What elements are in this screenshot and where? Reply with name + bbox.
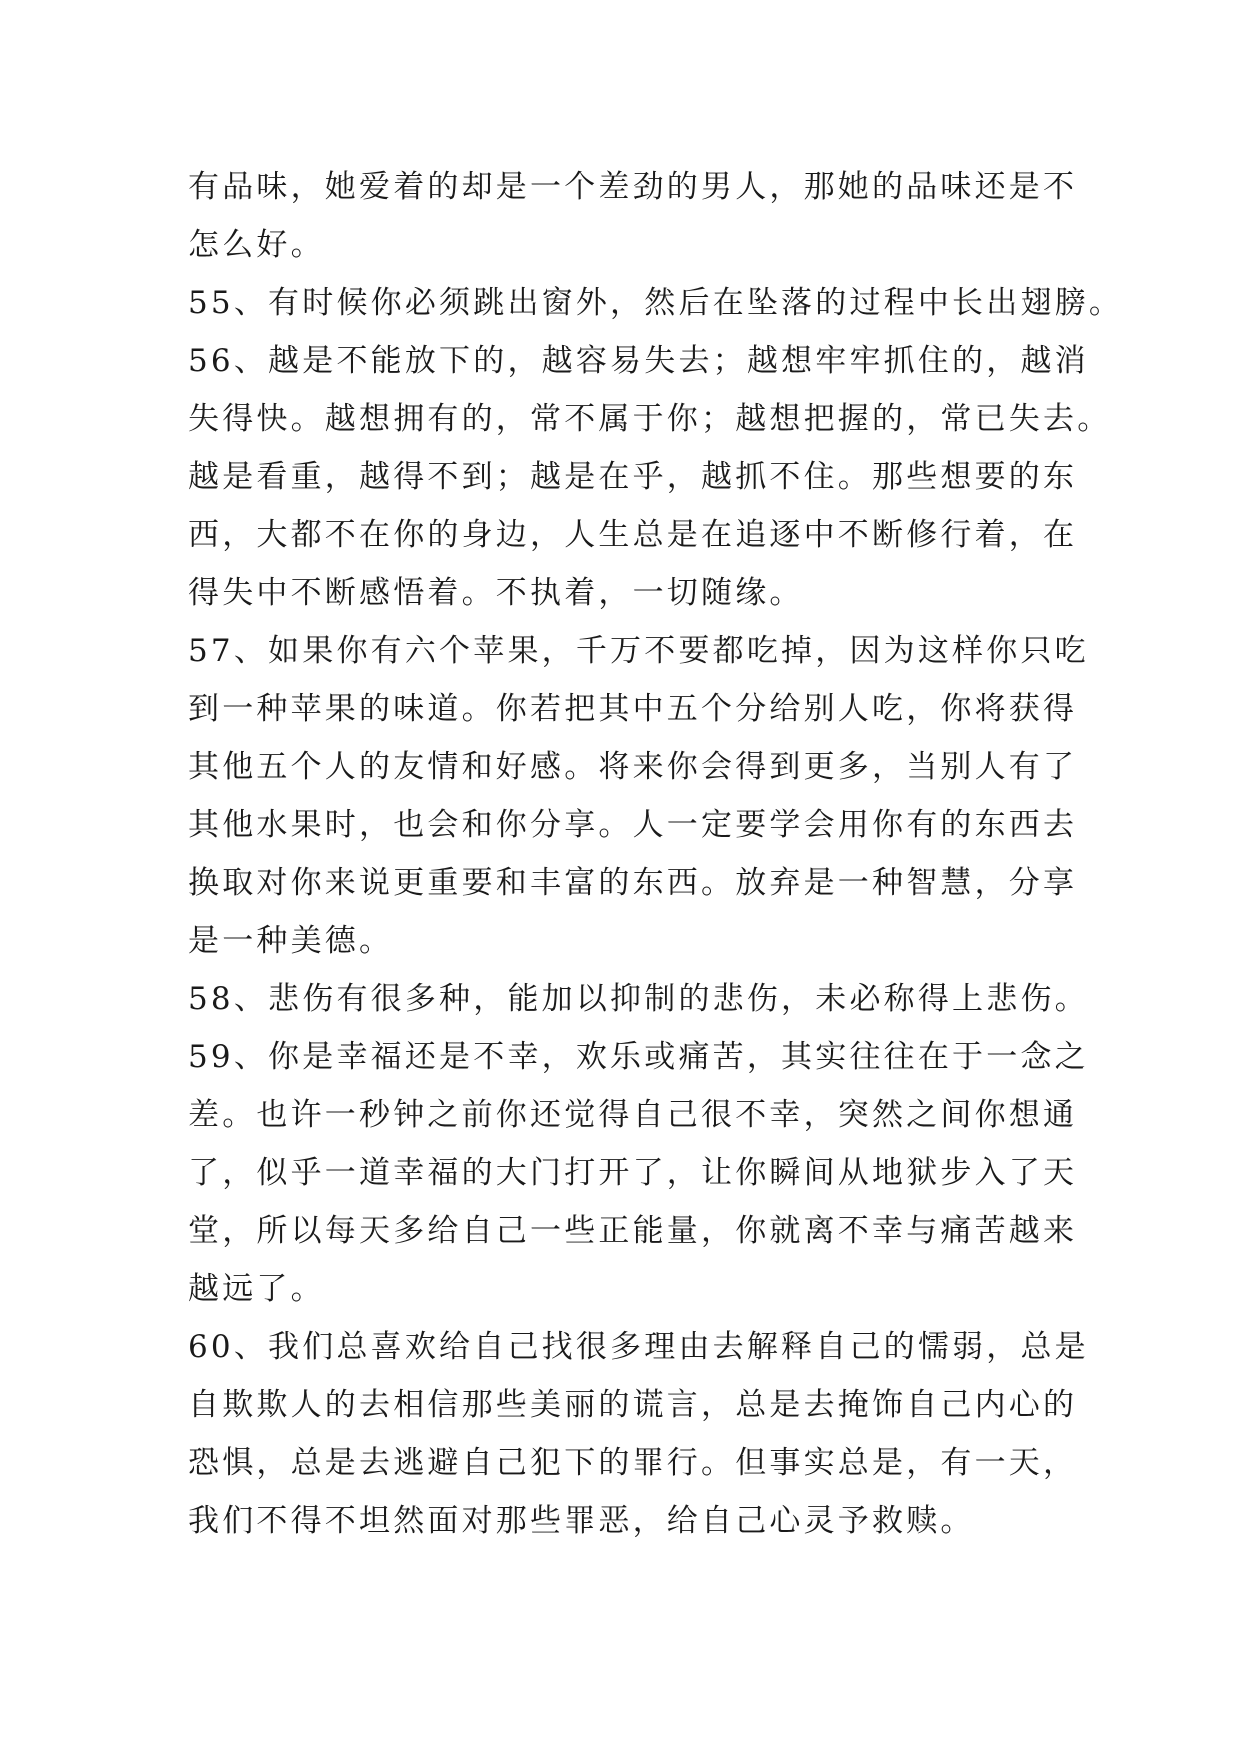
text-line: 越是看重，越得不到；越是在乎，越抓不住。那些想要的东 xyxy=(188,459,1078,495)
text-line: 59、你是幸福还是不幸，欢乐或痛苦，其实往往在于一念之 xyxy=(188,1039,1089,1075)
text-line: 得失中不断感悟着。不执着，一切随缘。 xyxy=(188,575,804,611)
text-line: 是一种美德。 xyxy=(188,923,394,959)
text-line: 我们不得不坦然面对那些罪恶，给自己心灵予救赎。 xyxy=(188,1503,975,1539)
text-line: 西，大都不在你的身边，人生总是在追逐中不断修行着，在 xyxy=(188,517,1078,553)
text-line: 了，似乎一道幸福的大门打开了，让你瞬间从地狱步入了天 xyxy=(188,1155,1078,1191)
text-line: 恐惧，总是去逃避自己犯下的罪行。但事实总是，有一天， xyxy=(188,1445,1078,1481)
text-line: 越远了。 xyxy=(188,1271,325,1307)
text-line: 怎么好。 xyxy=(188,227,325,263)
text-line: 60、我们总喜欢给自己找很多理由去解释自己的懦弱，总是 xyxy=(188,1329,1089,1365)
text-line: 自欺欺人的去相信那些美丽的谎言，总是去掩饰自己内心的 xyxy=(188,1387,1078,1423)
text-line: 其他水果时，也会和你分享。人一定要学会用你有的东西去 xyxy=(188,807,1078,843)
text-line: 57、如果你有六个苹果，千万不要都吃掉，因为这样你只吃 xyxy=(188,633,1089,669)
text-line: 换取对你来说更重要和丰富的东西。放弃是一种智慧，分享 xyxy=(188,865,1078,901)
text-line: 失得快。越想拥有的，常不属于你；越想把握的，常已失去。 xyxy=(188,401,1112,437)
text-line: 58、悲伤有很多种，能加以抑制的悲伤，未必称得上悲伤。 xyxy=(188,981,1089,1017)
document-body xyxy=(188,158,1124,1550)
text-line: 其他五个人的友情和好感。将来你会得到更多，当别人有了 xyxy=(188,749,1078,785)
text-line: 差。也许一秒钟之前你还觉得自己很不幸，突然之间你想通 xyxy=(188,1097,1078,1133)
text-line: 56、越是不能放下的，越容易失去；越想牢牢抓住的，越消 xyxy=(188,343,1089,379)
text-line: 有品味，她爱着的却是一个差劲的男人，那她的品味还是不 xyxy=(188,169,1078,205)
text-line: 55、有时候你必须跳出窗外，然后在坠落的过程中长出翅膀。 xyxy=(188,285,1124,321)
text-line: 堂，所以每天多给自己一些正能量，你就离不幸与痛苦越来 xyxy=(188,1213,1078,1249)
text-line: 到一种苹果的味道。你若把其中五个分给别人吃，你将获得 xyxy=(188,691,1078,727)
